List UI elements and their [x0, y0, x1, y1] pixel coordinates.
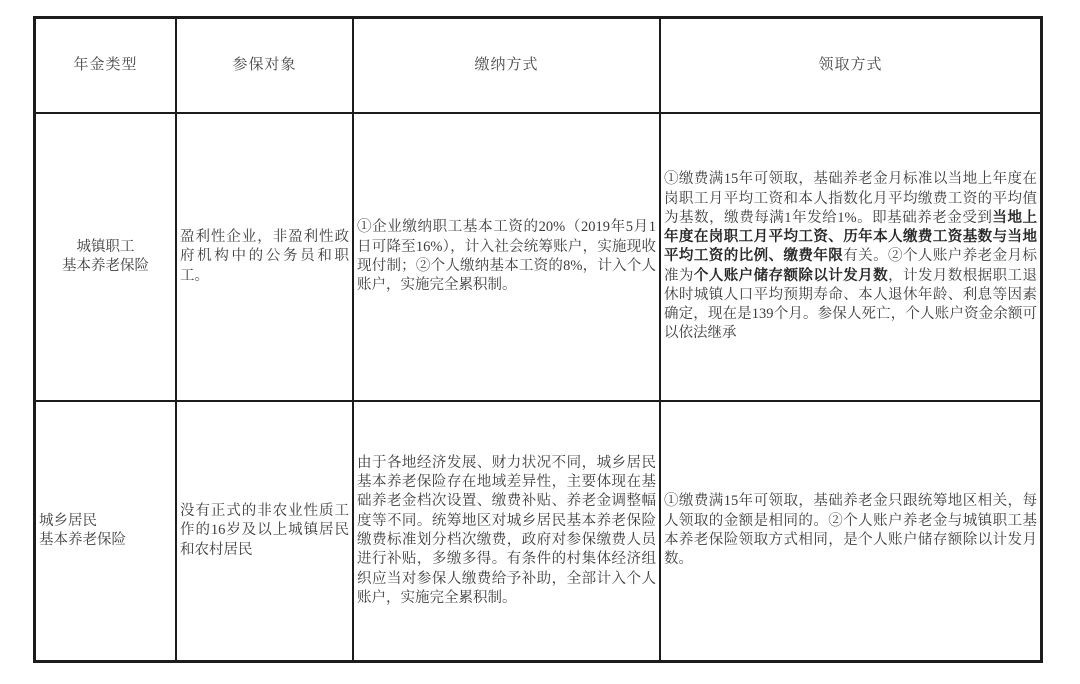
column-header-label: 参保对象 — [232, 56, 297, 73]
insured-target-text: 盈利性企业，非盈利性政府机构中的公务员和职工。 — [180, 229, 349, 284]
withdrawal-text-segment: 有关。②个人账户养老金月标准为 — [664, 248, 1037, 284]
cell-row1-annuity-type — [36, 114, 177, 402]
insured-target-text: 没有正式的非农业性质工作的16岁及以上城镇居民和农村居民 — [180, 503, 349, 558]
withdrawal-text-segment-bold: 个人账户储存额除以计发月数 — [693, 267, 889, 284]
withdrawal-text-segment: ，计发月数根据职工退休时城镇人口平均预期寿命、本人退休年龄、利息等因素确定，现在是139个月。参保人死亡，个人账户资金余额可以依法继承 — [664, 267, 1037, 342]
column-header-insured-target — [177, 19, 354, 114]
pension-insurance-table — [33, 16, 1043, 663]
payment-method-text: ①企业缴纳职工基本工资的20%（2019年5月1日可降至16%），计入社会统筹账户，实施现收现付制；②个人缴纳基本工资的8%，计入个人账户，实施完全累积制。 — [357, 219, 656, 294]
column-header-annuity-type — [36, 19, 177, 114]
cell-row1-withdrawal-method — [661, 114, 1040, 402]
cell-row2-insured-target — [177, 402, 354, 660]
cell-row1-insured-target — [177, 114, 354, 402]
withdrawal-text-segment-bold: 当地上年度在岗职工月平均工资、历年本人缴费工资基数与当地平均工资的比例、缴费年限 — [664, 209, 1037, 265]
annuity-type-line: 基本养老保险 — [62, 258, 149, 274]
annuity-type-line: 城乡居民 — [39, 512, 97, 529]
payment-method-text: 由于各地经济发展、财力状况不同，城乡居民基本养老保险存在地域差异性，主要体现在基础养老金档次设置、缴费补贴、养老金调整幅度等不同。统筹地区对城乡居民基本养老保险缴费标准划分档次缴费，政府对参保缴费人员进行补贴，多缴多得。有条件的村集体经济组织应当对参保人缴费给予补助，全部计入个人账户，实施完全累积制。 — [357, 454, 656, 606]
column-header-withdrawal-method — [661, 19, 1040, 114]
column-header-label: 领取方式 — [818, 56, 883, 73]
annuity-type-line: 基本养老保险 — [39, 532, 126, 548]
cell-row2-annuity-type — [36, 402, 177, 660]
column-header-payment-method — [354, 19, 661, 114]
cell-row2-payment-method — [354, 402, 661, 660]
withdrawal-text-segment: ①缴费满15年可领取，基础养老金月标准以当地上年度在岗职工月平均工资和本人指数化月平均缴费工资的平均值为基数，缴费每满1年发给1%。即基础养老金受到 — [664, 171, 1037, 226]
withdrawal-method-text — [664, 170, 1037, 344]
column-header-label: 缴纳方式 — [474, 56, 539, 73]
column-header-label: 年金类型 — [73, 56, 138, 73]
withdrawal-method-text: ①缴费满15年可领取，基础养老金只跟统筹地区相关，每人领取的金额是相同的。②个人账户养老金与城镇职工基本养老保险领取方式相同，是个人账户储存额除以计发月数。 — [664, 493, 1037, 568]
cell-row1-payment-method — [354, 114, 661, 402]
annuity-type-line: 城镇职工 — [76, 238, 135, 255]
cell-row2-withdrawal-method — [661, 402, 1040, 660]
